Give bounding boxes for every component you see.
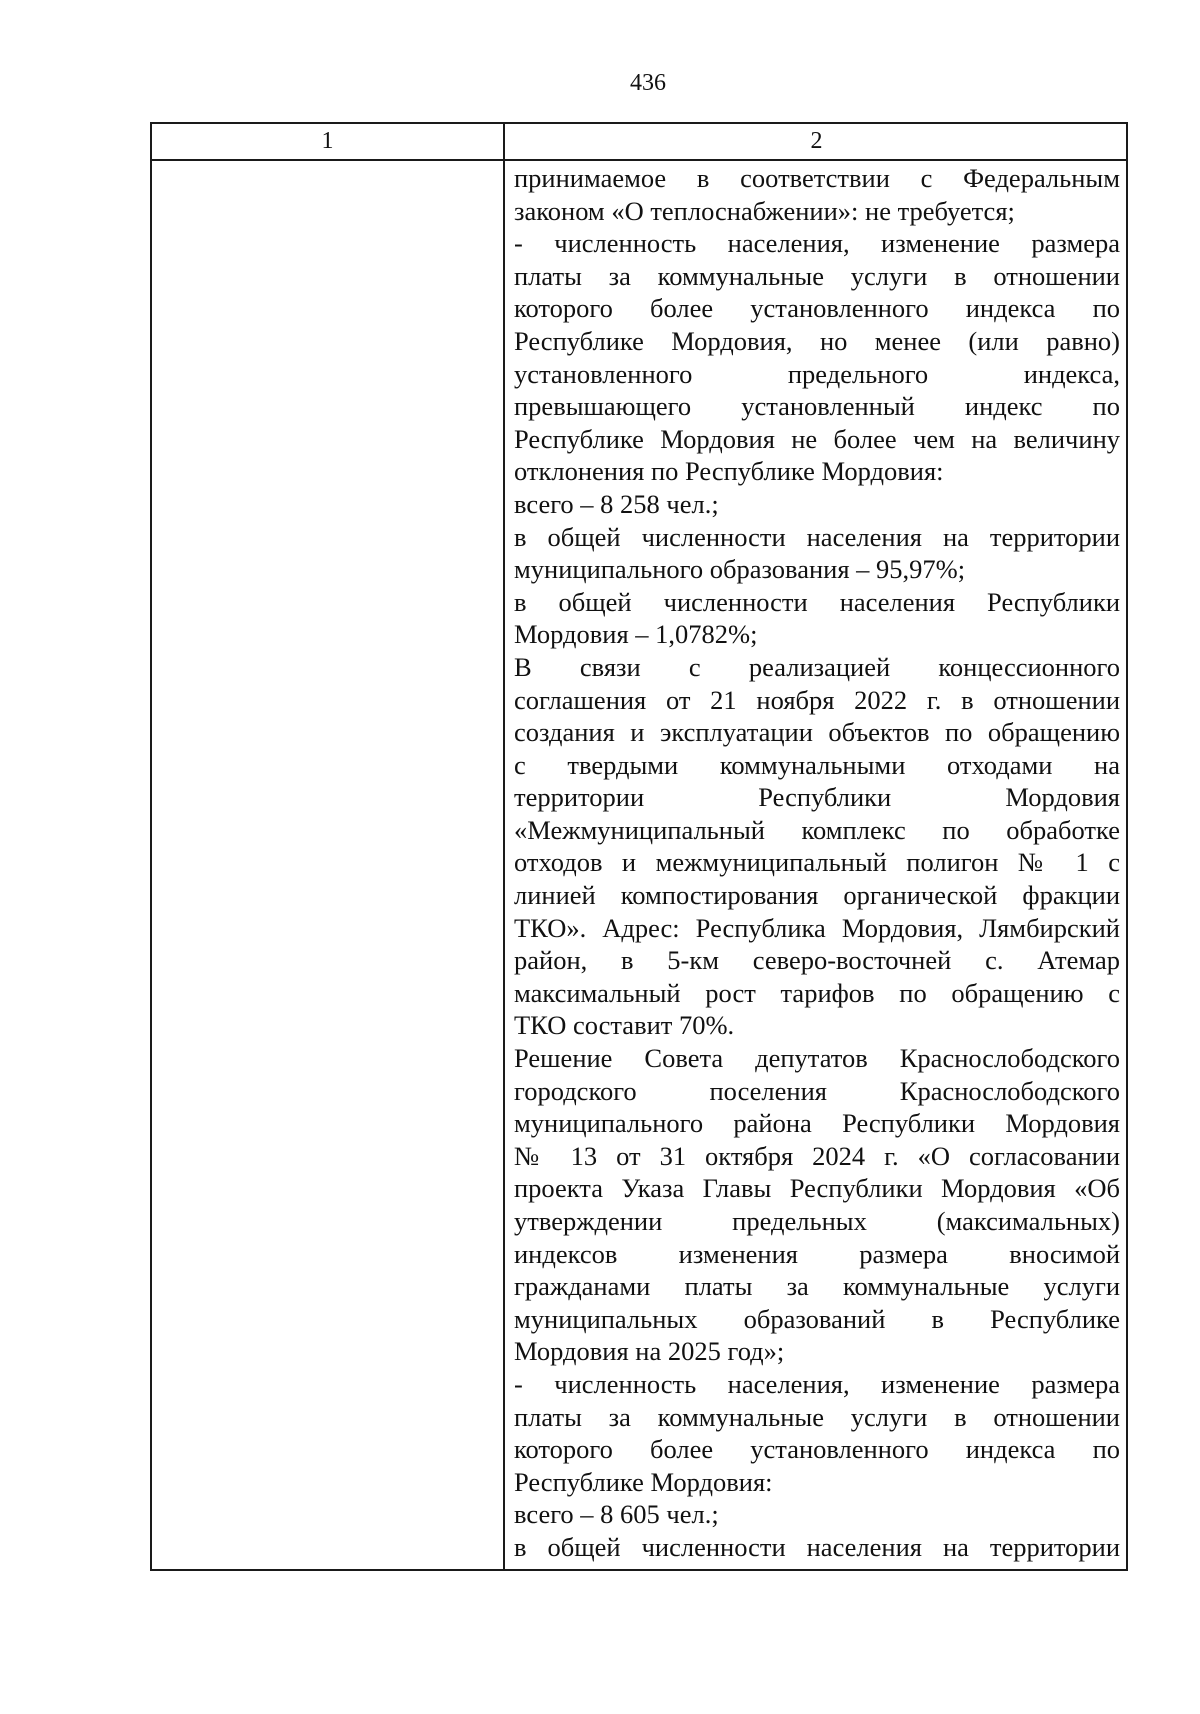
text-line: индексов изменения размера вносимой	[514, 1238, 1120, 1269]
text-line: платы за коммунальные услуги в отношении	[514, 1401, 1120, 1432]
text-line: Решение Совета депутатов Краснослободского	[514, 1043, 1120, 1074]
text-line: законом «О теплоснабжении»: не требуется;	[514, 195, 1015, 226]
text-line: район, в 5-км северо-восточней с. Атемар	[514, 945, 1120, 976]
text-line: в общей численности населения на территории	[514, 521, 1120, 552]
text-line: установленного предельного индекса,	[514, 358, 1120, 389]
text-line: проекта Указа Главы Республики Мордовия «Об	[514, 1173, 1120, 1204]
text-line: Республике Мордовия:	[514, 1466, 773, 1497]
page-number: 436	[630, 70, 666, 96]
text-line: всего – 8 258 чел.;	[514, 488, 719, 519]
header-divider	[152, 159, 1126, 161]
text-line: которого более установленного индекса по	[514, 293, 1120, 324]
column-2-text	[514, 162, 1120, 1564]
text-line: территории Республики Мордовия	[514, 782, 1120, 813]
text-line: В связи с реализацией концессионного	[514, 651, 1120, 682]
text-line: платы за коммунальные услуги в отношении	[514, 260, 1120, 291]
text-line: линией компостирования органической фракции	[514, 880, 1120, 911]
text-line: которого более установленного индекса по	[514, 1434, 1120, 1465]
text-line: отклонения по Республике Мордовия:	[514, 456, 944, 487]
text-line: ТКО». Адрес: Республика Мордовия, Лямбирский	[514, 912, 1120, 943]
text-line: соглашения от 21 ноября 2022 г. в отношении	[514, 684, 1120, 715]
document-table	[150, 122, 1128, 1571]
text-line: ТКО составит 70%.	[514, 1010, 735, 1041]
text-line: муниципальных образований в Республике	[514, 1303, 1120, 1334]
text-line: с твердыми коммунальными отходами на	[514, 749, 1120, 780]
text-line: Республике Мордовия, но менее (или равно)	[514, 325, 1120, 356]
text-line: - численность населения, изменение размера	[514, 228, 1120, 259]
text-line: Мордовия на 2025 год»;	[514, 1336, 785, 1367]
column-header-2: 2	[810, 128, 823, 154]
text-line: городского поселения Краснослободского	[514, 1075, 1120, 1106]
text-line: № 13 от 31 октября 2024 г. «О согласовании	[514, 1140, 1120, 1171]
text-line: муниципального района Республики Мордовия	[514, 1108, 1120, 1139]
text-line: Республике Мордовия не более чем на величину	[514, 423, 1120, 454]
text-line: превышающего установленный индекс по	[514, 391, 1120, 422]
text-line: в общей численности населения на территории	[514, 1531, 1120, 1562]
text-line: гражданами платы за коммунальные услуги	[514, 1271, 1120, 1302]
text-line: Мордовия – 1,0782%;	[514, 619, 758, 650]
text-line: - численность населения, изменение размера	[514, 1368, 1120, 1399]
text-line: «Межмуниципальный комплекс по обработке	[514, 814, 1120, 845]
column-header-1: 1	[321, 128, 334, 154]
text-line: принимаемое в соответствии с Федеральным	[514, 163, 1120, 193]
text-line: утверждении предельных (максимальных)	[514, 1206, 1120, 1236]
text-line: максимальный рост тарифов по обращению с	[514, 977, 1120, 1008]
column-divider	[503, 124, 505, 1569]
text-line: в общей численности населения Республики	[514, 586, 1120, 617]
text-line: всего – 8 605 чел.;	[514, 1499, 719, 1530]
text-line: отходов и межмуниципальный полигон № 1 с	[514, 847, 1120, 878]
text-line: муниципального образования – 95,97%;	[514, 554, 966, 585]
text-line: создания и эксплуатации объектов по обращению	[514, 717, 1120, 748]
